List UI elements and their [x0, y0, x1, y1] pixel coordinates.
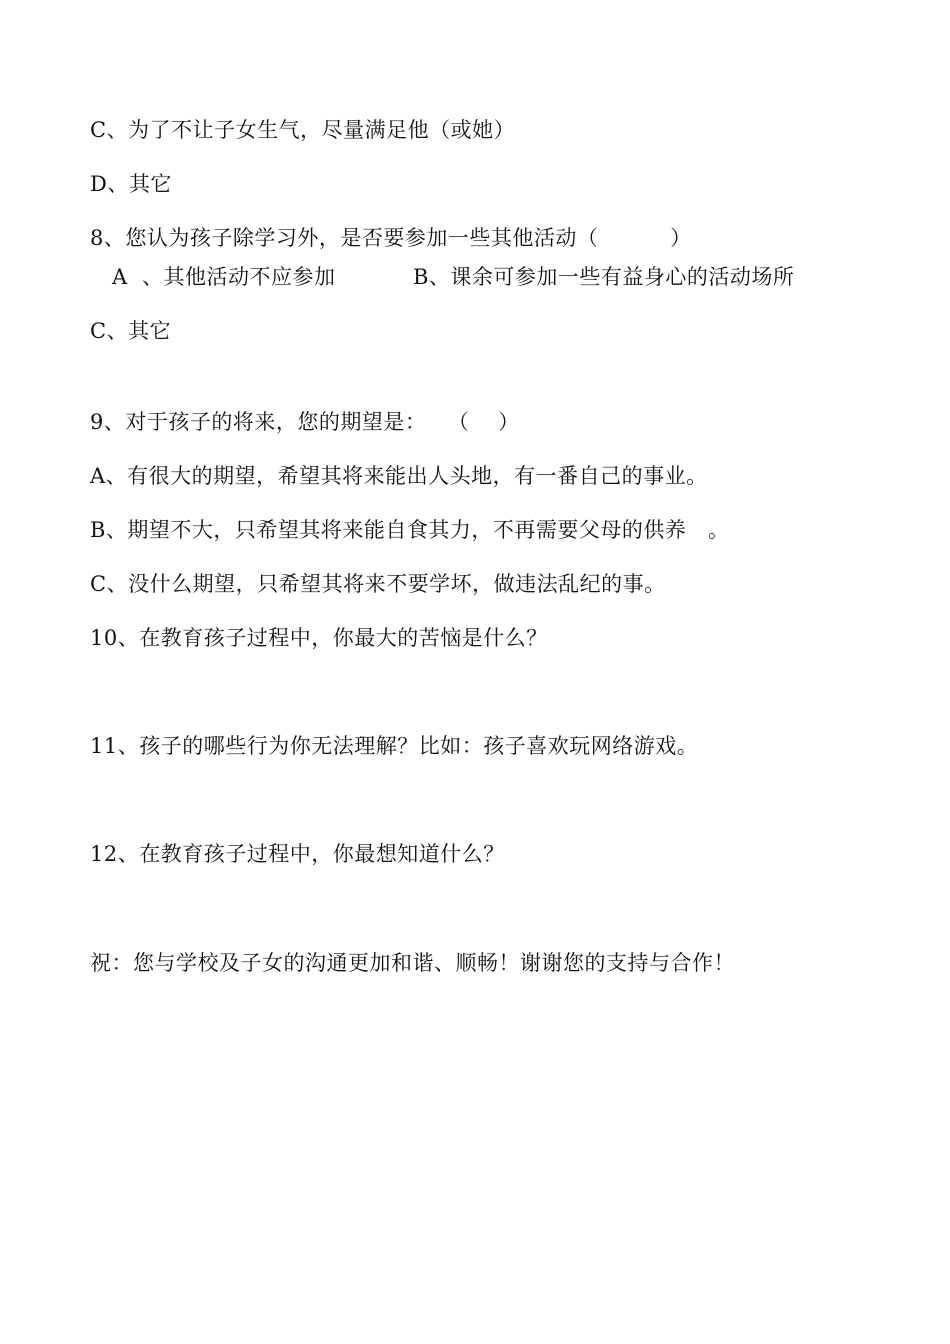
q8-option-b: B、课余可参加一些有益身心的活动场所: [413, 265, 795, 289]
q9-option-c: C、没什么期望，只希望其将来不要学坏，做违法乱纪的事。: [90, 572, 666, 596]
q9-option-a: A、有很大的期望，希望其将来能出人头地，有一番自己的事业。: [90, 464, 708, 488]
q11-question: 11、孩子的哪些行为你无法理解？比如：孩子喜欢玩网络游戏。: [90, 734, 699, 758]
q10-question: 10、在教育孩子过程中，你最大的苦恼是什么？: [90, 626, 548, 650]
q7-option-d: D、其它: [90, 172, 172, 196]
q7-option-c: C、为了不让子女生气，尽量满足他（或她）: [90, 118, 516, 142]
q8-option-c: C、其它: [90, 319, 172, 343]
q12-question: 12、在教育孩子过程中，你最想知道什么？: [90, 842, 505, 866]
q9-option-b: B、期望不大，只希望其将来能自食其力，不再需要父母的供养 。: [90, 518, 730, 542]
q8-question: 8、您认为孩子除学习外，是否要参加一些其他活动（ ）: [90, 226, 692, 250]
q9-question: 9、对于孩子的将来，您的期望是： （ ）: [90, 410, 520, 434]
q8-option-a: A 、其他活动不应参加: [112, 265, 336, 289]
closing-message: 祝：您与学校及子女的沟通更加和谐、顺畅！谢谢您的支持与合作！: [90, 951, 735, 975]
